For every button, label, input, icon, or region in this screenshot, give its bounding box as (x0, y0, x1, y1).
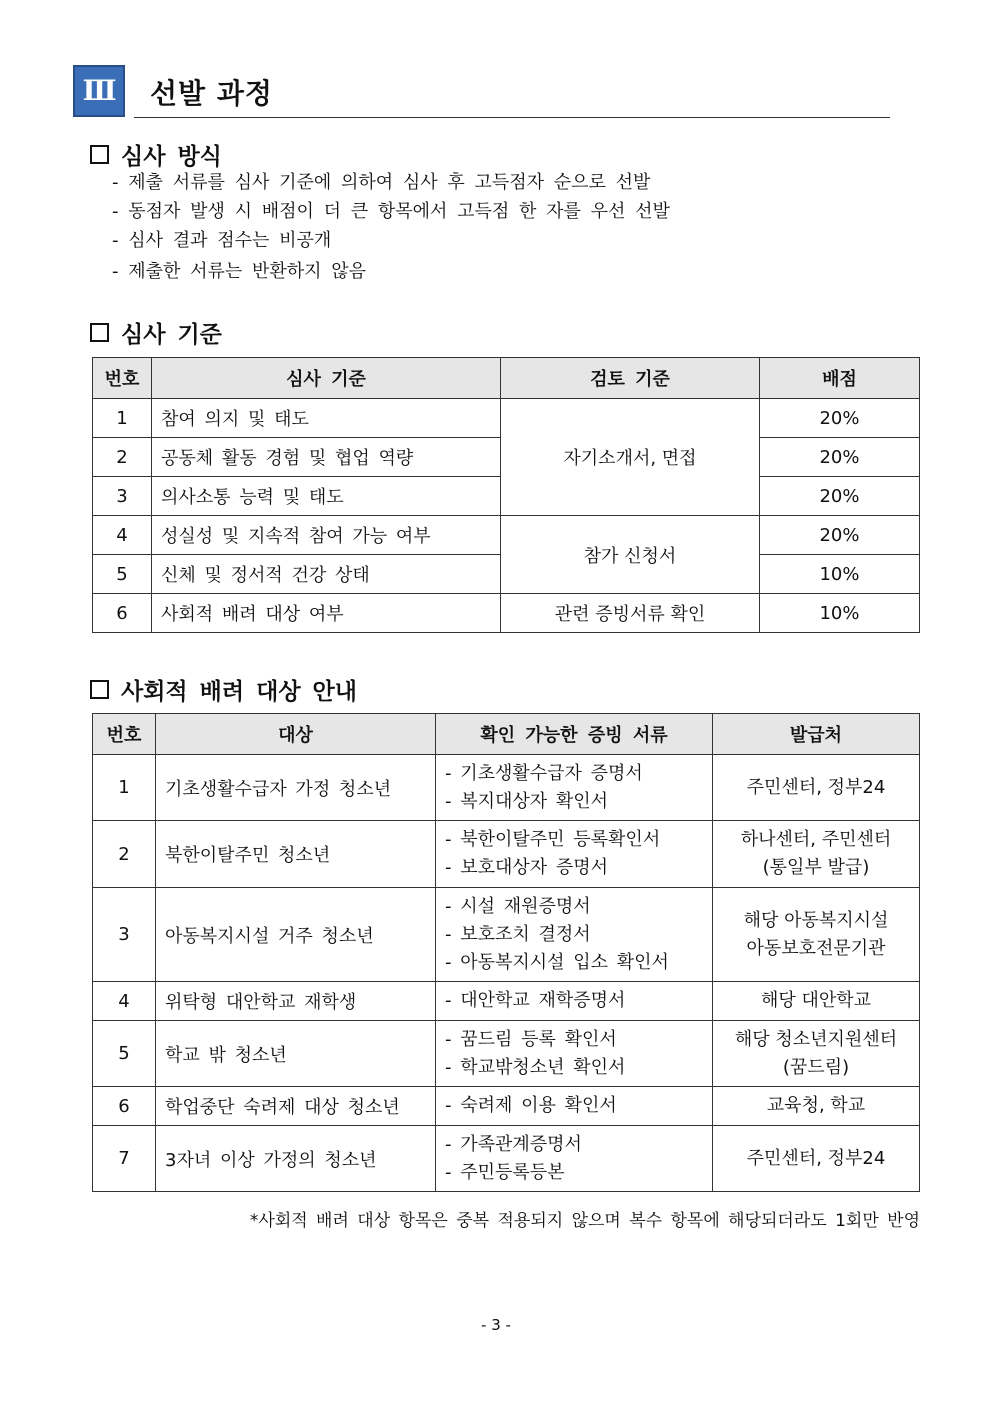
target-cell: 위탁형 대안학교 재학생 (156, 982, 436, 1021)
footnote: *사회적 배려 대상 항목은 중복 적용되지 않으며 복수 항목에 해당되더라도 1회만 반영 (249, 1211, 920, 1231)
method-bullet-list (112, 168, 670, 286)
issuer-line: 해당 청소년지원센터 (734, 1028, 898, 1050)
score-cell: 10% (760, 594, 920, 633)
table-row (93, 982, 920, 1021)
header-cell: 번호 (93, 358, 152, 399)
docs-cell (436, 888, 713, 982)
header-cell: 검토 기준 (501, 358, 760, 399)
bullet-item: - 제출 서류를 심사 기준에 의하여 심사 후 고득점자 순으로 선발 (112, 168, 670, 197)
doc-item: - 숙려제 이용 확인서 (445, 1092, 706, 1120)
target-cell: 아동복지시설 거주 청소년 (156, 888, 436, 982)
criterion-cell: 의사소통 능력 및 태도 (152, 477, 501, 516)
issuer-line: (꿈드림) (782, 1056, 850, 1078)
target-cell: 학업중단 숙려제 대상 청소년 (156, 1087, 436, 1126)
issuer-line: 하나센터, 주민센터 (740, 829, 892, 850)
docs-cell (436, 821, 713, 888)
header-cell: 발급처 (713, 714, 920, 755)
doc-item: - 기초생활수급자 증명서 (445, 760, 706, 788)
score-cell: 20% (760, 399, 920, 438)
row-number: 5 (93, 1021, 156, 1087)
score-cell: 20% (760, 438, 920, 477)
criterion-cell: 신체 및 정서적 건강 상태 (152, 555, 501, 594)
issuer-line: 해당 아동복지시설 (743, 909, 889, 931)
row-number: 4 (93, 982, 156, 1021)
table-row (93, 755, 920, 821)
section-title: 심사 방식 (121, 144, 222, 170)
row-number: 3 (93, 477, 152, 516)
issuer-cell (713, 1021, 920, 1087)
header-cell: 대상 (156, 714, 436, 755)
row-number: 4 (93, 516, 152, 555)
chapter-number-badge: Ⅲ (73, 65, 125, 117)
chapter-underline (134, 117, 890, 118)
table-row (93, 516, 920, 555)
checkbox-square-icon (90, 145, 109, 164)
issuer-line: 아동보호전문기관 (746, 937, 886, 959)
row-number: 3 (93, 888, 156, 982)
doc-item: - 북한이탈주민 등록확인서 (445, 826, 706, 854)
section-title: 심사 기준 (121, 322, 222, 348)
row-number: 7 (93, 1126, 156, 1192)
target-cell: 북한이탈주민 청소년 (156, 821, 436, 888)
social-care-table (92, 713, 920, 1192)
row-number: 6 (93, 1087, 156, 1126)
doc-item: - 주민등록등본 (445, 1159, 706, 1187)
table-header-row (93, 358, 920, 399)
checkbox-square-icon (90, 323, 109, 342)
issuer-line: 교육청, 학교 (766, 1095, 866, 1116)
table-row (93, 1126, 920, 1192)
bullet-item: - 제출한 서류는 반환하지 않음 (112, 257, 670, 286)
doc-item: - 가족관계증명서 (445, 1131, 706, 1159)
row-number: 1 (93, 755, 156, 821)
score-cell: 20% (760, 516, 920, 555)
header-cell: 심사 기준 (152, 358, 501, 399)
criteria-table (92, 357, 920, 633)
issuer-line: 주민센터, 정부24 (746, 1147, 886, 1169)
table-row (93, 1021, 920, 1087)
page-number: - 3 - (481, 1316, 511, 1334)
score-cell: 20% (760, 477, 920, 516)
row-number: 2 (93, 438, 152, 477)
issuer-cell (713, 755, 920, 821)
row-number: 6 (93, 594, 152, 633)
doc-item: - 시설 재원증명서 (445, 893, 706, 921)
doc-item: - 대안학교 재학증명서 (445, 987, 706, 1015)
issuer-cell (713, 982, 920, 1021)
issuer-cell (713, 821, 920, 888)
row-number: 1 (93, 399, 152, 438)
bullet-item: - 심사 결과 점수는 비공개 (112, 226, 670, 255)
docs-cell (436, 982, 713, 1021)
header-cell: 번호 (93, 714, 156, 755)
doc-item: - 학교밖청소년 확인서 (445, 1054, 706, 1082)
target-cell: 학교 밖 청소년 (156, 1021, 436, 1087)
section-heading-method (90, 138, 222, 171)
doc-item: - 꿈드림 등록 확인서 (445, 1026, 706, 1054)
table-header-row (93, 714, 920, 755)
criterion-cell: 성실성 및 지속적 참여 가능 여부 (152, 516, 501, 555)
table-row (93, 594, 920, 633)
docs-cell (436, 1126, 713, 1192)
table-row (93, 399, 920, 438)
table-row (93, 888, 920, 982)
doc-item: - 아동복지시설 입소 확인서 (445, 949, 706, 977)
docs-cell (436, 1087, 713, 1126)
table-row (93, 1087, 920, 1126)
header-cell: 배점 (760, 358, 920, 399)
review-cell: 자기소개서, 면접 (501, 399, 760, 516)
row-number: 2 (93, 821, 156, 888)
chapter-title: 선발 과정 (150, 77, 273, 110)
criterion-cell: 공동체 활동 경험 및 협업 역량 (152, 438, 501, 477)
doc-item: - 복지대상자 확인서 (445, 788, 706, 816)
criterion-cell: 사회적 배려 대상 여부 (152, 594, 501, 633)
section-heading-social-care (90, 673, 357, 706)
row-number: 5 (93, 555, 152, 594)
review-cell: 참가 신청서 (501, 516, 760, 594)
section-heading-criteria (90, 316, 222, 349)
target-cell: 기초생활수급자 가정 청소년 (156, 755, 436, 821)
criterion-cell: 참여 의지 및 태도 (152, 399, 501, 438)
review-cell: 관련 증빙서류 확인 (501, 594, 760, 633)
bullet-item: - 동점자 발생 시 배점이 더 큰 항목에서 고득점 한 자를 우선 선발 (112, 197, 670, 226)
docs-cell (436, 755, 713, 821)
table-row (93, 821, 920, 888)
checkbox-square-icon (90, 680, 109, 699)
header-cell: 확인 가능한 증빙 서류 (436, 714, 713, 755)
target-cell: 3자녀 이상 가정의 청소년 (156, 1126, 436, 1192)
issuer-line: 주민센터, 정부24 (746, 776, 886, 798)
issuer-cell (713, 1126, 920, 1192)
issuer-line: 해당 대안학교 (760, 990, 872, 1011)
score-cell: 10% (760, 555, 920, 594)
doc-item: - 보호대상자 증명서 (445, 854, 706, 882)
docs-cell (436, 1021, 713, 1087)
issuer-cell (713, 1087, 920, 1126)
section-title: 사회적 배려 대상 안내 (121, 679, 357, 705)
issuer-cell (713, 888, 920, 982)
doc-item: - 보호조치 결정서 (445, 921, 706, 949)
issuer-line: (통일부 발급) (762, 857, 870, 878)
